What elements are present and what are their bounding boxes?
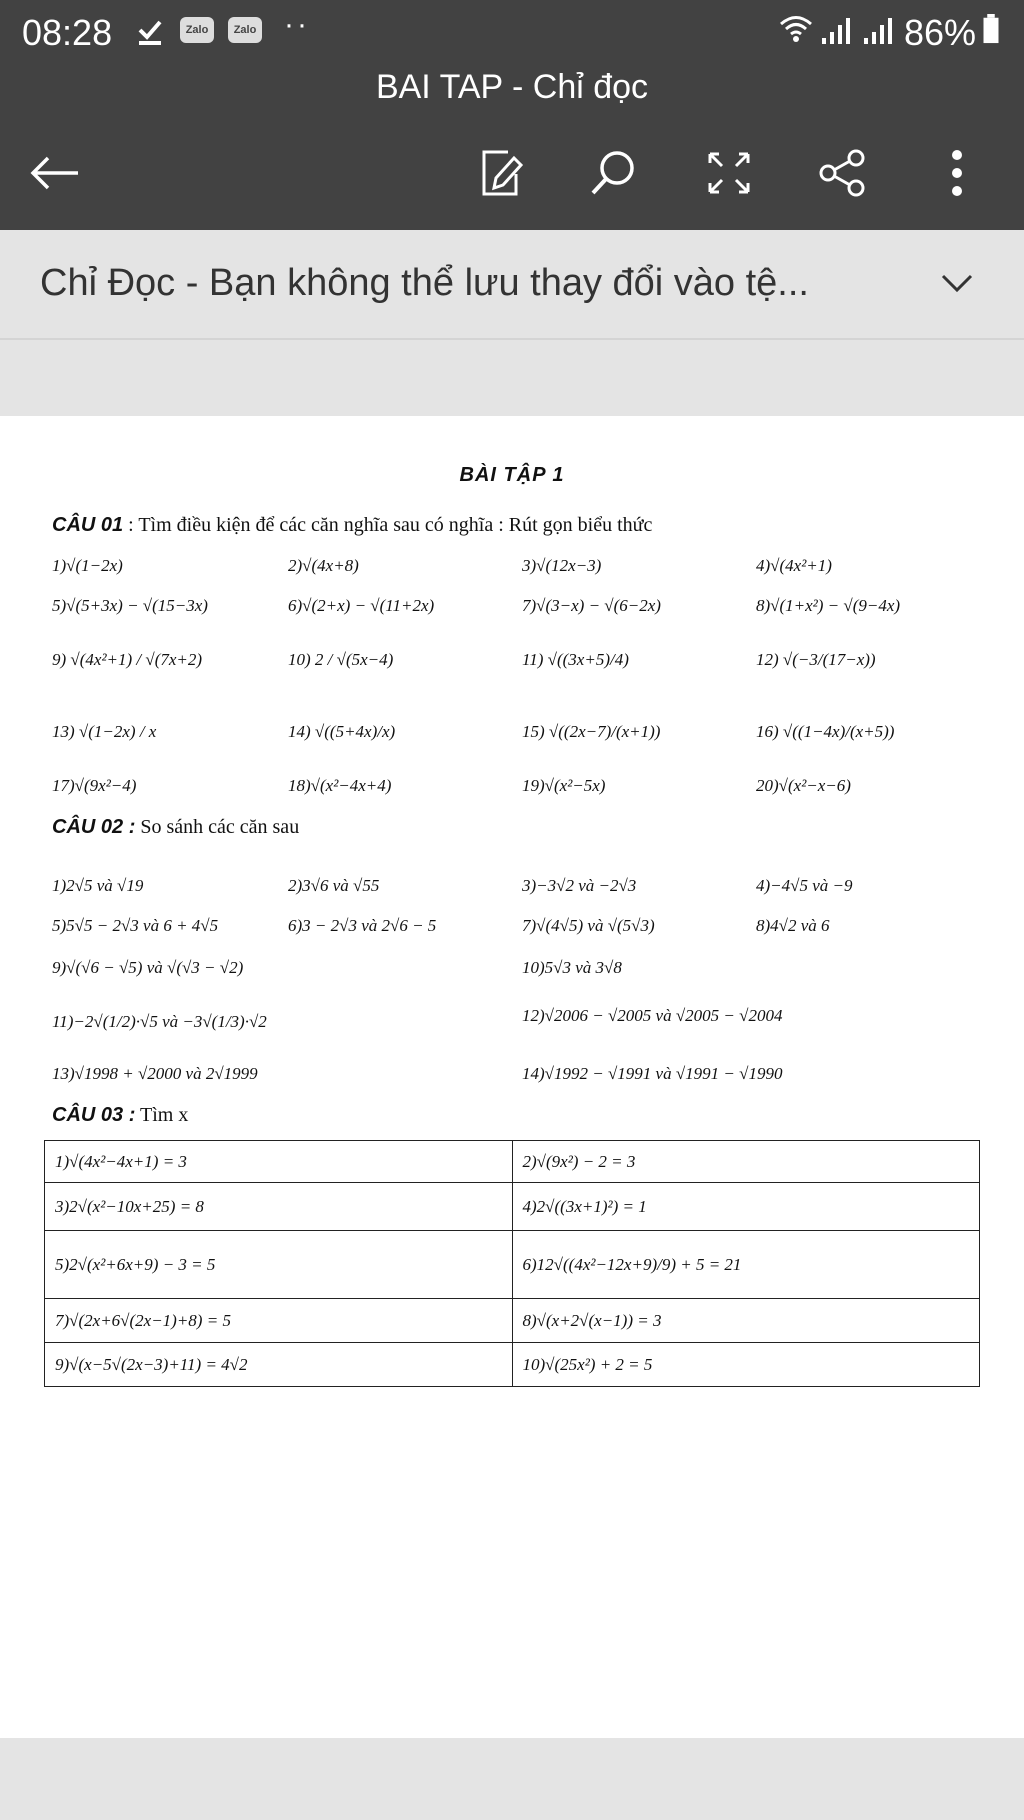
download-done-icon xyxy=(136,16,164,46)
q2-item: 1)2√5 và √19 xyxy=(52,876,144,895)
q2-item: 3)−3√2 và −2√3 xyxy=(522,876,637,895)
q1-item: 20)√(x²−x−6) xyxy=(756,776,851,795)
table-cell: 4)2√((3x+1)²) = 1 xyxy=(512,1183,980,1231)
battery-level: 86% xyxy=(904,12,977,53)
question-3-heading xyxy=(52,1104,188,1127)
q1-item: 8)√(1+x²) − √(9−4x) xyxy=(756,596,901,615)
edit-button[interactable] xyxy=(466,138,536,208)
document-bottom-gap xyxy=(0,1738,1024,1820)
battery-icon xyxy=(982,14,1000,44)
q2-item: 4)−4√5 và −9 xyxy=(756,876,853,895)
q1-item: 18)√(x²−4x+4) xyxy=(288,776,392,795)
document-title: BAI TAP - Chỉ đọc xyxy=(375,68,649,106)
q1-item: 9) √(4x²+1) / √(7x+2) xyxy=(52,650,203,669)
table-row xyxy=(45,1141,980,1183)
exercise-title: BÀI TẬP 1 xyxy=(459,464,565,486)
app-bar xyxy=(0,62,1024,230)
q2-item: 11)−2√(1/2)·√5 và −3√(1/3)·√2 xyxy=(52,1012,267,1031)
search-button[interactable] xyxy=(578,138,648,208)
q2-item: 7)√(4√5) và √(5√3) xyxy=(522,916,655,935)
q1-item: 19)√(x²−5x) xyxy=(522,776,606,795)
signal-icon xyxy=(862,16,892,46)
table-cell: 6)12√((4x²−12x+9)/9) + 5 = 21 xyxy=(512,1231,980,1299)
q2-item: 10)5√3 và 3√8 xyxy=(522,958,622,977)
fullscreen-icon xyxy=(706,150,752,196)
status-bar xyxy=(0,0,1024,62)
table-cell: 8)√(x+2√(x−1)) = 3 xyxy=(512,1299,980,1343)
q2-item: 2)3√6 và √55 xyxy=(288,876,380,895)
share-icon xyxy=(818,148,868,198)
q1-item: 2)√(4x+8) xyxy=(288,556,359,575)
q1-item: 16) √((1−4x)/(x+5)) xyxy=(756,722,895,741)
search-icon xyxy=(588,148,638,198)
question-2-label: CÂU 02 : xyxy=(52,816,136,838)
table-cell: 10)√(25x²) + 2 = 5 xyxy=(512,1343,980,1387)
question-2-text: So sánh các căn sau xyxy=(135,816,300,838)
zalo-icon: Zalo xyxy=(228,17,262,43)
more-notifications-icon: ·· xyxy=(284,8,310,41)
question-3-text: Tìm x xyxy=(135,1104,189,1126)
back-button[interactable] xyxy=(20,138,90,208)
wifi-icon xyxy=(778,14,814,44)
document-page xyxy=(0,416,1024,1738)
question-1-label: CÂU 01 xyxy=(52,514,124,536)
document-top-gap xyxy=(0,340,1024,416)
signal-icon xyxy=(820,16,850,46)
q2-item: 6)3 − 2√3 và 2√6 − 5 xyxy=(288,916,437,935)
q1-item: 15) √((2x−7)/(x+1)) xyxy=(522,722,661,741)
table-cell: 9)√(x−5√(2x−3)+11) = 4√2 xyxy=(45,1343,513,1387)
table-cell: 3)2√(x²−10x+25) = 8 xyxy=(45,1183,513,1231)
q2-item: 12)√2006 − √2005 và √2005 − √2004 xyxy=(522,1006,783,1025)
status-time: 08:28 xyxy=(22,12,113,53)
table-row xyxy=(45,1183,980,1231)
question-1-heading xyxy=(52,514,652,537)
more-options-button[interactable] xyxy=(922,138,992,208)
table-cell: 2)√(9x²) − 2 = 3 xyxy=(512,1141,980,1183)
question-3-table xyxy=(44,1140,980,1387)
read-only-banner[interactable] xyxy=(0,230,1024,340)
q1-item: 11) √((3x+5)/4) xyxy=(522,650,629,669)
q1-item: 13) √(1−2x) / x xyxy=(52,722,157,741)
question-3-label: CÂU 03 : xyxy=(52,1104,136,1126)
question-1-text: : Tìm điều kiện để các căn nghĩa sau có nghĩa : Rút gọn biểu thức xyxy=(123,514,653,536)
read-only-message: Chỉ Đọc - Bạn không thể lưu thay đổi vào tệ... xyxy=(40,262,809,304)
q2-item: 13)√1998 + √2000 và 2√1999 xyxy=(52,1064,258,1083)
table-row xyxy=(45,1299,980,1343)
edit-icon xyxy=(478,148,524,198)
q1-item: 7)√(3−x) − √(6−2x) xyxy=(522,596,661,615)
back-arrow-icon xyxy=(30,155,80,191)
q2-item: 5)5√5 − 2√3 và 6 + 4√5 xyxy=(52,916,219,935)
table-row xyxy=(45,1343,980,1387)
q1-item: 4)√(4x²+1) xyxy=(756,556,832,575)
share-button[interactable] xyxy=(808,138,878,208)
table-row xyxy=(45,1231,980,1299)
q1-item: 10) 2 / √(5x−4) xyxy=(288,650,394,669)
q1-item: 14) √((5+4x)/x) xyxy=(288,722,396,741)
q1-item: 1)√(1−2x) xyxy=(52,556,123,575)
q1-item: 5)√(5+3x) − √(15−3x) xyxy=(52,596,208,615)
q1-item: 6)√(2+x) − √(11+2x) xyxy=(288,596,435,615)
q1-item: 3)√(12x−3) xyxy=(522,556,602,575)
table-cell: 1)√(4x²−4x+1) = 3 xyxy=(45,1141,513,1183)
table-cell: 5)2√(x²+6x+9) − 3 = 5 xyxy=(45,1231,513,1299)
more-vert-icon xyxy=(949,148,965,198)
zalo-icon: Zalo xyxy=(180,17,214,43)
q2-item: 14)√1992 − √1991 và √1991 − √1990 xyxy=(522,1064,783,1083)
q2-item: 9)√(√6 − √5) và √(√3 − √2) xyxy=(52,958,244,977)
question-2-heading xyxy=(52,816,299,839)
q2-item: 8)4√2 và 6 xyxy=(756,916,830,935)
q1-item: 17)√(9x²−4) xyxy=(52,776,137,795)
table-cell: 7)√(2x+6√(2x−1)+8) = 5 xyxy=(45,1299,513,1343)
q1-item: 12) √(−3/(17−x)) xyxy=(756,650,876,669)
chevron-down-icon[interactable] xyxy=(940,272,974,294)
fullscreen-button[interactable] xyxy=(694,138,764,208)
